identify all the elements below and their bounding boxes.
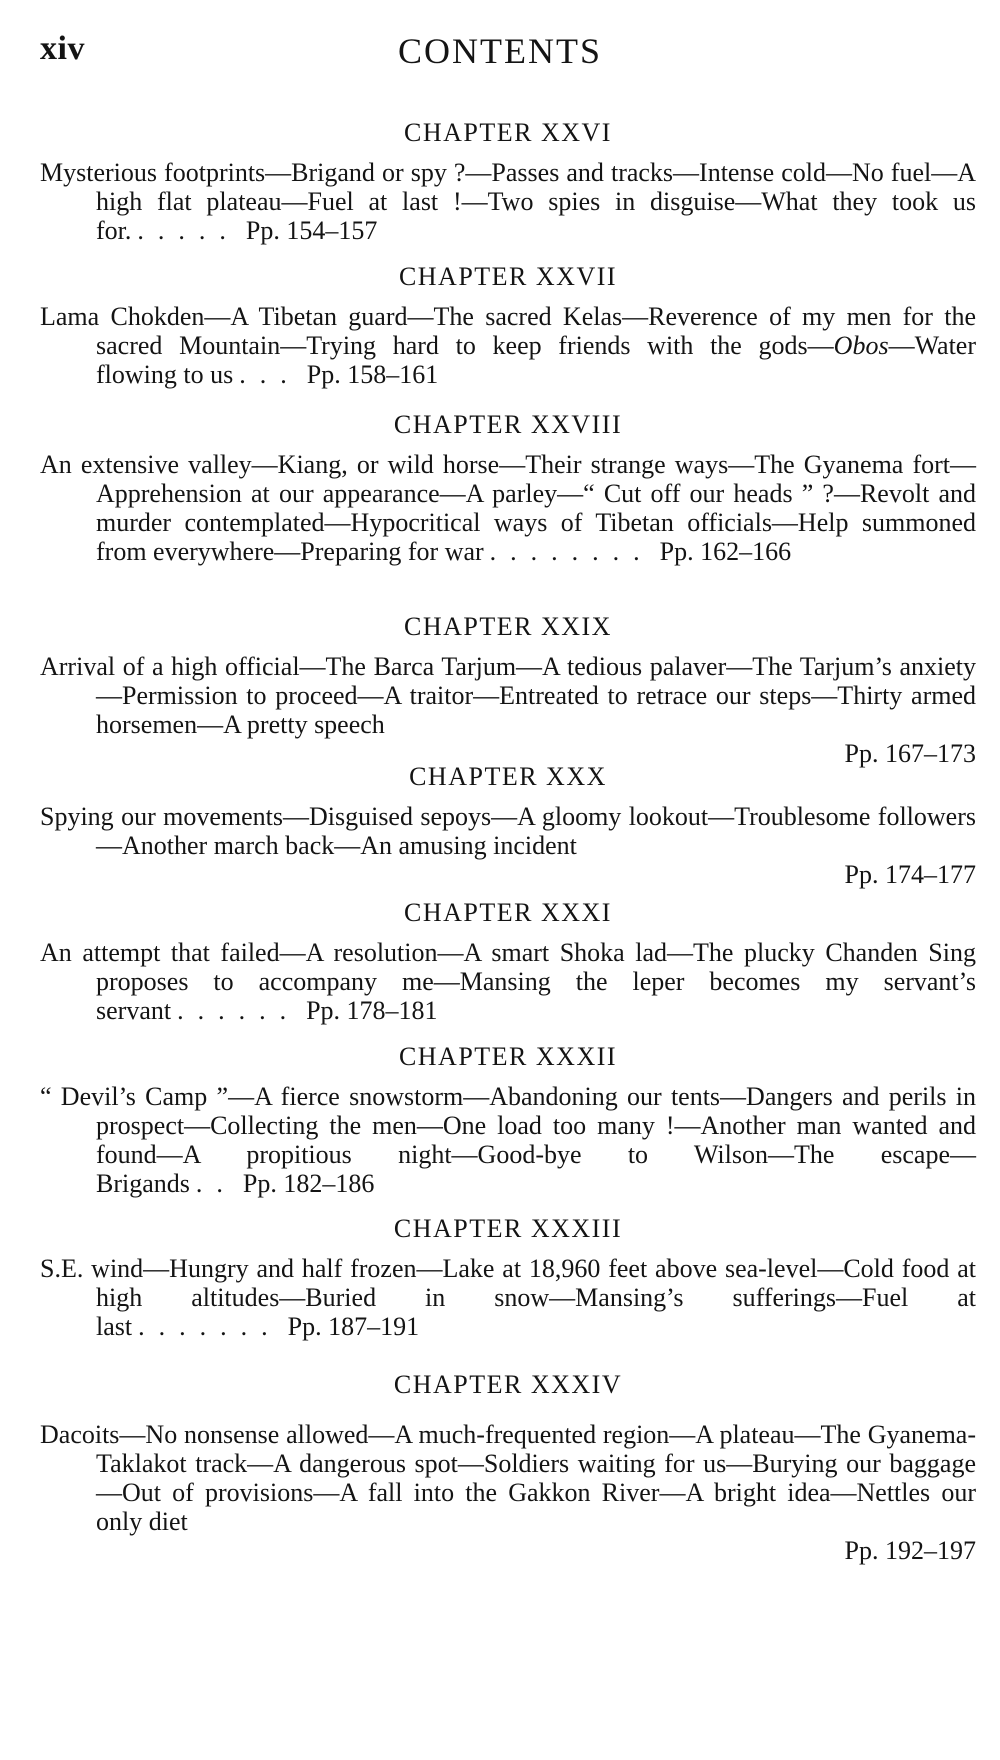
summary-text: Mysterious footprints—Brigand or spy ?—Passes and tracks—Intense cold—No fuel—A high flat plateau—Fuel at last !—Two spies in disguise—What they took us for.	[40, 158, 976, 245]
chapter-summary	[40, 802, 976, 860]
chapter-title: CHAPTER XXXII	[398, 1042, 618, 1071]
page-range: Pp. 158–161	[306, 360, 439, 389]
summary-text: An extensive valley—Kiang, or wild horse—Their strange ways—The Gyanema fort—Apprehension at our appearance—A parley—“ Cut off our heads ” ?—Revolt and murder contemplated—Hypocritical ways of Tibetan officials—Help summoned from everywhere—Preparing for war	[40, 450, 976, 566]
chapter-entry	[40, 1214, 976, 1341]
chapter-entry	[40, 612, 976, 768]
page-range: Pp. 187–191	[287, 1312, 420, 1341]
chapter-entry	[40, 118, 976, 245]
chapter-entry	[40, 898, 976, 1025]
chapter-summary: Lama Chokden—A Tibetan guard—The sacred Kelas—Reverence of my men for the sacred Mountain—Trying hard to keep friends with the gods—Obos—Water flowing to us ... Pp. 158–161	[40, 302, 976, 389]
chapter-title: CHAPTER XXXIV	[393, 1370, 623, 1399]
running-head: CONTENTS	[398, 31, 602, 71]
chapter-entry	[40, 262, 976, 389]
page-folio: xiv	[40, 30, 85, 67]
page-range: Pp. 154–157	[245, 216, 378, 245]
summary-italic: Obos	[833, 331, 889, 360]
chapter-title: CHAPTER XXIX	[404, 612, 612, 641]
chapter-summary: An attempt that failed—A resolution—A smart Shoka lad—The plucky Chanden Sing proposes to accompany me—Mansing the leper becomes my servant’s servant ...... Pp. 178–181	[40, 938, 976, 1025]
chapter-title: CHAPTER XXX	[409, 762, 607, 791]
page-range: Pp. 174–177	[844, 860, 976, 889]
summary-text: Lama Chokden—A Tibetan guard—The sacred Kelas—Reverence of my men for the sacred Mountain—Trying hard to keep friends with the gods—	[40, 302, 976, 360]
summary-text: Arrival of a high official—The Barca Tarjum—A tedious palaver—The Tarjum’s anxiety—Permission to proceed—A traitor—Entreated to retrace our steps—Thirty armed horsemen—A pretty speech	[40, 652, 976, 739]
chapter-summary: Mysterious footprints—Brigand or spy ?—Passes and tracks—Intense cold—No fuel—A high flat plateau—Fuel at last !—Two spies in disguise—What they took us for. ..... Pp. 154–157	[40, 158, 976, 245]
chapter-summary: An extensive valley—Kiang, or wild horse—Their strange ways—The Gyanema fort—Apprehension at our appearance—A parley—“ Cut off our heads ” ?—Revolt and murder contemplated—Hypocritical ways of Tibetan officials—Help summoned from everywhere—Preparing for war ........ Pp. 162–166	[40, 450, 976, 566]
summary-text: Dacoits—No nonsense allowed—A much-frequented region—A plateau—The Gyanema-Taklakot track—A dangerous spot—Soldiers waiting for us—Burying our baggage—Out of provisions—A fall into the Gakkon River—A bright idea—Nettles our only diet	[40, 1420, 976, 1536]
chapter-title: CHAPTER XXVIII	[393, 410, 623, 439]
summary-text: An attempt that failed—A resolution—A smart Shoka lad—The plucky Chanden Sing proposes to accompany me—Mansing the leper becomes my servant’s servant	[40, 938, 976, 1025]
summary-text: S.E. wind—Hungry and half frozen—Lake at 18,960 feet above sea-level—Cold food at high altitudes—Buried in snow—Mansing’s sufferings—Fuel at last	[40, 1254, 976, 1341]
chapter-title: CHAPTER XXXIII	[393, 1214, 623, 1243]
chapter-summary	[40, 652, 976, 739]
chapter-title: CHAPTER XXXI	[404, 898, 612, 927]
page-range: Pp. 162–166	[659, 537, 792, 566]
chapter-summary: S.E. wind—Hungry and half frozen—Lake at 18,960 feet above sea-level—Cold food at high altitudes—Buried in snow—Mansing’s sufferings—Fuel at last ....... Pp. 187–191	[40, 1254, 976, 1341]
summary-text: Spying our movements—Disguised sepoys—A gloomy lookout—Troublesome followers—Another march back—An amusing incident	[40, 802, 976, 860]
chapter-entry	[40, 410, 976, 566]
chapter-summary	[40, 1420, 976, 1536]
page-range: Pp. 178–181	[306, 996, 438, 1025]
summary-text: “ Devil’s Camp ”—A fierce snowstorm—Abandoning our tents—Dangers and perils in prospect—Collecting the men—One load too many !—Another man wanted and found—A propitious night—Good-bye to Wilson—The escape—Brigands	[40, 1082, 976, 1198]
page-range: Pp. 167–173	[844, 739, 976, 768]
chapter-entry	[40, 762, 976, 889]
page-range: Pp. 192–197	[844, 1536, 976, 1565]
chapter-entry	[40, 1042, 976, 1198]
chapter-summary: “ Devil’s Camp ”—A fierce snowstorm—Abandoning our tents—Dangers and perils in prospect—Collecting the men—One load too many !—Another man wanted and found—A propitious night—Good-bye to Wilson—The escape—Brigands .. Pp. 182–186	[40, 1082, 976, 1198]
chapter-entry	[40, 1370, 976, 1565]
chapter-title: CHAPTER XXVII	[398, 262, 618, 291]
page-range: Pp. 182–186	[242, 1169, 375, 1198]
chapter-title: CHAPTER XXVI	[404, 118, 612, 147]
summary-text: —Water flowing to us	[96, 331, 976, 389]
